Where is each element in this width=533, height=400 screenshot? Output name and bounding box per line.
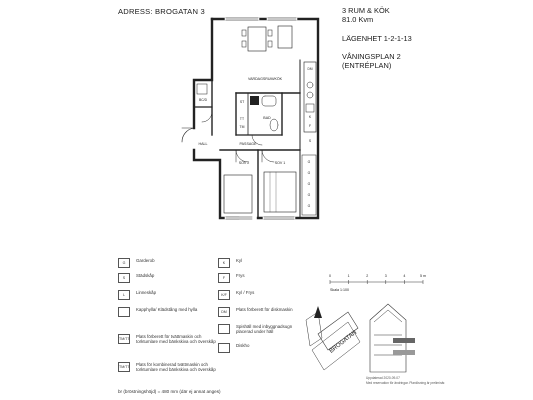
hob-icon (218, 324, 230, 334)
floor-level: VÅNINGSPLAN 2 (342, 52, 401, 61)
room-hall: HALL (198, 142, 208, 146)
washbasin-icon (262, 96, 276, 106)
street-label: BROGATAN (328, 329, 359, 355)
room-laundry: BC/D (198, 98, 208, 102)
legend-code: K/F (218, 290, 230, 300)
label-g-2: G (307, 171, 311, 175)
scale-bar (330, 280, 423, 284)
room-count: 3 RUM & KÖK (342, 6, 390, 15)
bed-sov1 (264, 172, 296, 212)
disclaimer: Med reservation för ändringar. Planlösning är preliminär. (366, 381, 446, 385)
key-map-highlight (393, 338, 415, 343)
entrance-door (182, 128, 194, 142)
legend-label: Städskåp (136, 273, 155, 278)
room-bedroom1: SOV 1 (274, 161, 286, 165)
legend-label: Kyl (236, 258, 243, 263)
legend-fridge-freezer (218, 290, 306, 300)
scale-tick-0: 0 (329, 274, 331, 278)
label-st: ST (239, 100, 245, 104)
outer-wall-left-upper (194, 19, 212, 128)
room-living-kitchen: VARDAGSRUM/KÖK (247, 77, 283, 81)
sink-icon (306, 104, 314, 112)
legend-freezer (218, 273, 306, 283)
sofa (278, 26, 292, 48)
legend-code (118, 307, 130, 317)
apartment-area: 81.0 Kvm (342, 15, 374, 24)
floor-level-note: (ENTRÉPLAN) (342, 61, 392, 70)
legend-laundry-space (118, 334, 216, 345)
legend-code: L (118, 290, 130, 300)
sink-legend-icon (218, 343, 230, 353)
legend-code: TM/TT (118, 334, 130, 344)
scale-label: Skala 1:100 (330, 288, 349, 292)
legend-label: Frys (236, 273, 245, 278)
bed-sov2 (224, 175, 252, 213)
legend-label: Diskho (236, 343, 250, 348)
room-bedroom2: SOV 2 (238, 161, 250, 165)
legend-label: Plats för kombinerad tvättmaskin och torktumlare med bänkskiva och överskåp (136, 362, 216, 373)
scale-tick-3: 3 (384, 274, 387, 278)
scale-tick-4: 4 (403, 274, 406, 278)
label-g-4: G (307, 193, 311, 197)
legend-code: F (218, 273, 230, 283)
legend-label: Plats förberett för diskmaskin (236, 307, 293, 312)
address-title: ADRESS: BROGATAN 3 (118, 7, 205, 16)
legend-code: DM (218, 307, 230, 317)
legend-hob-oven (218, 324, 306, 335)
legend-code: K (218, 258, 230, 268)
label-dm: DM (307, 67, 313, 71)
kitchen-counter (304, 62, 316, 132)
legend-label: Spishäll med inbyggnadsugn placerad under häll (236, 324, 293, 335)
legend-sink (218, 343, 306, 353)
label-g-5: G (307, 204, 311, 208)
label-g-1: G (307, 160, 311, 164)
updated-date: Uppdaterad 2020-09-07 (366, 376, 400, 380)
legend-fridge (218, 258, 306, 268)
outer-wall-left-lower (194, 150, 238, 218)
label-g-3: G (307, 182, 311, 186)
legend-combined-laundry (118, 362, 216, 373)
label-s: S (308, 139, 312, 143)
legend-dishwasher (218, 307, 306, 317)
legend-coat-rack (118, 307, 216, 317)
north-arrow-icon (314, 306, 322, 318)
legend-label: Plats förberett för tvättmaskin och torktumlare med bänkskiva och överskåp (136, 334, 216, 345)
legend-code: S (118, 273, 130, 283)
apartment-number: LÄGENHET 1-2-1-13 (342, 34, 412, 43)
toilet-icon (270, 119, 278, 131)
footnote: br (bröstningshöjd) = 480 mm (där ej annat anges) (118, 389, 221, 394)
legend-label: Garderob (136, 258, 155, 263)
dining-table (248, 27, 266, 51)
room-passage: PASSAGE (239, 142, 257, 146)
label-k: K (308, 115, 312, 119)
legend-label: Kapphylla/ Klädstång med hylla (136, 307, 198, 312)
scale-tick-5: 5 m (420, 274, 426, 278)
shaft (250, 96, 259, 105)
scale-tick-1: 1 (347, 274, 350, 278)
legend-label: Kyl / Frys (236, 290, 255, 295)
room-bath: BAD (263, 116, 271, 120)
scale-tick-2: 2 (366, 274, 369, 278)
legend-code: TM/TT (118, 362, 130, 372)
legend-label: Linneskåp (136, 290, 157, 295)
label-tm: TM (239, 125, 245, 129)
legend-code: G (118, 258, 130, 268)
label-tt: TT (239, 117, 245, 121)
label-f: F (308, 124, 312, 128)
key-map (306, 304, 406, 372)
stove-icon (307, 82, 313, 88)
